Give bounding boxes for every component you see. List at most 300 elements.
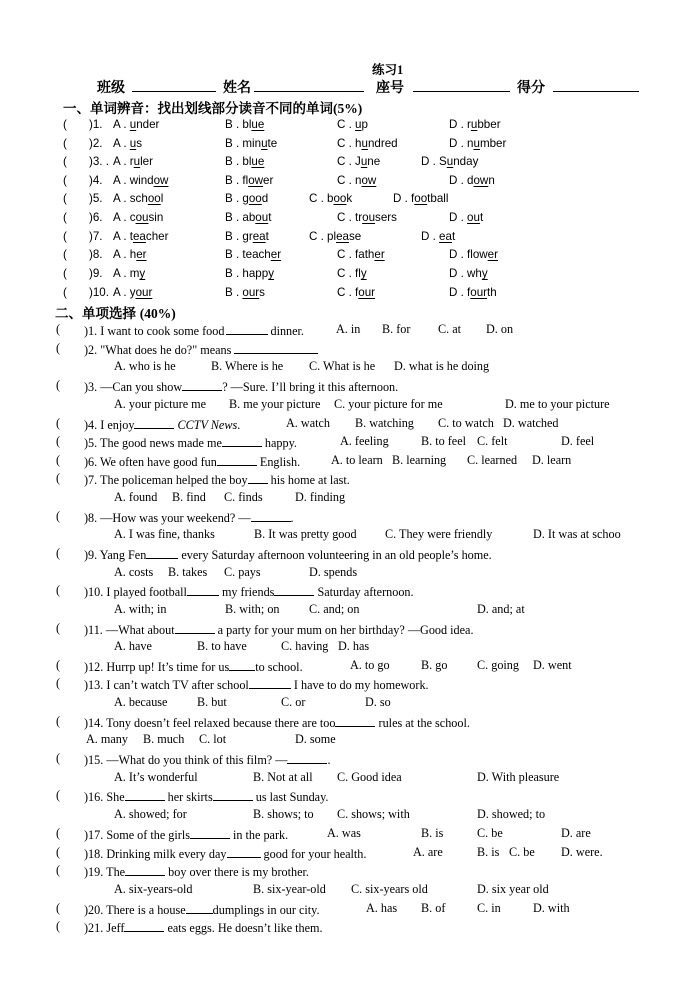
q18-blank[interactable] — [227, 845, 261, 858]
q17-stem-text: )17. Some of the girls — [84, 828, 190, 842]
q17-option-a[interactable]: A. was — [327, 826, 361, 840]
option-d[interactable] — [449, 285, 497, 300]
option-c[interactable] — [337, 117, 368, 132]
q19-blank[interactable] — [125, 863, 165, 876]
section2-points: (40%) — [139, 306, 176, 321]
q7-after: his home at last. — [270, 473, 350, 487]
word-prefix: B . teach — [225, 248, 271, 261]
q10-mid: my friends — [221, 585, 275, 599]
q19-option-d[interactable]: D. six year old — [477, 882, 549, 896]
item-number: )10. — [89, 286, 109, 299]
q10-option-a[interactable]: A. with; in — [114, 602, 167, 616]
paren-open: ( — [56, 845, 61, 859]
option-a[interactable] — [113, 247, 147, 262]
answer-slot[interactable] — [70, 117, 86, 131]
item-number: )3. . — [89, 155, 109, 168]
paren-open: ( — [63, 286, 67, 299]
q20-option-a[interactable]: A. has — [366, 901, 398, 915]
q7-blank[interactable] — [248, 471, 268, 484]
q14-option-c[interactable]: C. lot — [199, 732, 227, 746]
option-a[interactable] — [113, 154, 153, 169]
word-prefix: A . — [113, 118, 130, 131]
q18-stem — [84, 845, 366, 862]
q7-option-b[interactable]: B. find — [172, 490, 206, 504]
q6-blank[interactable] — [217, 453, 257, 466]
option-c[interactable] — [309, 191, 352, 206]
q16-stem-text: )16. She — [84, 790, 125, 804]
q2-option-b[interactable]: B. Where is he — [211, 359, 284, 373]
q9-stem-text: )9. Yang Fen — [84, 548, 147, 562]
q12-option-b[interactable]: B. go — [421, 658, 448, 672]
q3-blank[interactable] — [182, 378, 222, 391]
option-d[interactable] — [449, 210, 483, 225]
option-c[interactable] — [337, 285, 375, 300]
q18-stem-text: )18. Drinking milk every day — [84, 847, 227, 861]
paren-open: ( — [63, 137, 67, 150]
q5-option-c[interactable]: C. felt — [477, 434, 508, 448]
word-prefix: A . t — [113, 230, 133, 243]
q5-blank[interactable] — [222, 434, 262, 447]
q4-option-d[interactable]: D. watched — [503, 416, 559, 430]
q8-option-a[interactable]: A. I was fine, thanks — [114, 527, 215, 541]
word-suffix: sin — [148, 211, 164, 224]
paren-open: ( — [63, 211, 67, 224]
item-number: )6. — [89, 211, 103, 224]
q16-blank-1[interactable] — [125, 788, 165, 801]
underlined-part: ue — [251, 118, 265, 131]
word-prefix: C . J — [337, 155, 361, 168]
q16-blank-2[interactable] — [213, 788, 253, 801]
word-prefix: B . — [225, 286, 243, 299]
q9-option-a[interactable]: A. costs — [114, 565, 154, 579]
q5-stem-text: )5. The good news made me — [84, 436, 222, 450]
q18-option-a[interactable]: A. are — [413, 845, 443, 859]
paren-open: ( — [63, 174, 67, 187]
q4-option-c[interactable]: C. to watch — [438, 416, 494, 430]
q19-option-c[interactable]: C. six-years old — [351, 882, 428, 896]
q9-stem — [84, 546, 492, 563]
q6-stem-text: )6. We often have good fun — [84, 455, 217, 469]
q21-blank[interactable] — [124, 919, 164, 932]
q3-option-a[interactable]: A. your picture me — [114, 397, 207, 411]
q10-stem — [84, 583, 414, 600]
q8-option-c[interactable]: C. They were friendly — [385, 527, 493, 541]
underlined-part: y — [481, 267, 488, 280]
q13-option-b[interactable]: B. but — [197, 695, 227, 709]
q2-blank[interactable] — [234, 341, 318, 354]
option-c[interactable] — [337, 173, 376, 188]
q14-after: rules at the school. — [378, 716, 470, 730]
q4-dot: . — [237, 418, 241, 432]
q11-option-a[interactable]: A. have — [114, 639, 152, 653]
underlined-part: oo — [147, 192, 161, 205]
option-b[interactable] — [225, 191, 268, 206]
q11-option-d[interactable]: D. has — [338, 639, 370, 653]
option-a[interactable] — [113, 210, 163, 225]
underlined-part: y — [360, 267, 367, 280]
q13-stem — [84, 676, 429, 693]
q18-after: good for your health. — [263, 847, 367, 861]
q14-option-b[interactable]: B. much — [143, 732, 185, 746]
q20-option-c[interactable]: C. in — [477, 901, 501, 915]
paren-open: ( — [56, 714, 61, 728]
q1-option-c[interactable]: C. at — [438, 322, 462, 336]
word-prefix: C . fath — [337, 248, 375, 261]
q8-blank[interactable] — [251, 509, 291, 522]
q5-option-d[interactable]: D. feel — [561, 434, 595, 448]
underlined-part: oo — [248, 192, 262, 205]
q19-option-a[interactable]: A. six-years-old — [114, 882, 193, 896]
underlined-part: ue — [251, 155, 265, 168]
q18-option-c[interactable]: C. be — [509, 845, 535, 859]
q9-option-b[interactable]: B. takes — [168, 565, 208, 579]
q10-blank-1[interactable] — [187, 583, 219, 596]
word-suffix: bber — [477, 118, 501, 131]
q19-option-b[interactable]: B. six-year-old — [253, 882, 326, 896]
word-prefix: B . ab — [225, 211, 256, 224]
paren-open: ( — [56, 322, 61, 336]
q4-stem — [84, 416, 240, 433]
q9-blank[interactable] — [146, 546, 178, 559]
q13-option-a[interactable]: A. because — [114, 695, 168, 709]
option-a[interactable] — [113, 266, 145, 281]
q12-blank[interactable] — [229, 658, 255, 671]
q6-option-a[interactable]: A. to learn — [331, 453, 383, 467]
word-prefix: C . n — [337, 174, 362, 187]
q7-option-a[interactable]: A. found — [114, 490, 158, 504]
word-prefix: A . r — [113, 155, 134, 168]
option-a[interactable] — [113, 136, 142, 151]
answer-slot[interactable] — [70, 191, 86, 205]
word-suffix: mber — [479, 137, 507, 150]
underlined-part: ea — [252, 230, 266, 243]
paren-open: ( — [63, 267, 67, 280]
underlined-part: u — [129, 137, 137, 150]
answer-slot[interactable] — [70, 173, 86, 187]
word-prefix: A . sch — [113, 192, 148, 205]
paren-open: ( — [56, 676, 61, 690]
q12-option-a[interactable]: A. to go — [350, 658, 390, 672]
underlined-part: oo — [333, 192, 347, 205]
option-c[interactable] — [337, 136, 398, 151]
q14-option-a[interactable]: A. many — [86, 732, 128, 746]
item-number: )9. — [89, 267, 103, 280]
word-suffix: s — [136, 137, 143, 150]
option-c[interactable] — [337, 210, 397, 225]
q2-option-c[interactable]: C. What is he — [309, 359, 376, 373]
answer-slot[interactable] — [70, 229, 86, 243]
q10-stem-text: )10. I played football — [84, 585, 187, 599]
paren-open: ( — [56, 378, 61, 392]
underlined-part: er — [487, 248, 498, 261]
q4-cctv-news: CCTV News — [177, 418, 238, 432]
word-prefix: B . min — [225, 137, 262, 150]
word-suffix: ler — [140, 155, 153, 168]
option-b[interactable] — [225, 117, 264, 132]
q21-stem — [84, 919, 323, 936]
q1-option-d[interactable]: D. on — [486, 322, 514, 336]
underlined-part: y — [268, 267, 274, 280]
q13-blank[interactable] — [249, 676, 291, 689]
q12-option-d[interactable]: D. went — [533, 658, 572, 672]
q17-stem — [84, 826, 288, 843]
q11-option-b[interactable]: B. to have — [197, 639, 247, 653]
option-b[interactable] — [225, 229, 269, 244]
word-suffix: d — [261, 192, 269, 205]
underlined-part: u — [261, 137, 268, 150]
word-suffix: n — [488, 174, 495, 187]
q15-after: . — [327, 753, 331, 767]
underlined-part: u — [355, 118, 362, 131]
paren-open: ( — [56, 658, 61, 672]
q10-blank-2[interactable] — [274, 583, 314, 596]
q19-stem — [84, 863, 309, 880]
q17-option-d[interactable]: D. are — [561, 826, 591, 840]
q8-after: . — [290, 511, 294, 525]
underlined-part: u — [470, 118, 478, 131]
word-suffix: te — [267, 137, 278, 150]
q15-option-a[interactable]: A. It’s wonderful — [114, 770, 198, 784]
q13-stem-text: )13. I can’t watch TV after school — [84, 678, 249, 692]
option-d[interactable] — [449, 173, 495, 188]
q9-option-d[interactable]: D. spends — [309, 565, 358, 579]
underlined-part: u — [446, 155, 454, 168]
underlined-part: ow — [473, 174, 489, 187]
answer-slot[interactable] — [70, 136, 86, 150]
q15-blank[interactable] — [287, 751, 327, 764]
q11-blank[interactable] — [175, 621, 215, 634]
name-label: 姓名 — [223, 79, 251, 95]
q4-blank[interactable] — [134, 416, 174, 429]
item-number: )5. — [89, 192, 103, 205]
option-d[interactable] — [449, 117, 501, 132]
q4-option-b[interactable]: B. watching — [355, 416, 414, 430]
word-suffix: cher — [145, 230, 169, 243]
q20-blank[interactable] — [186, 901, 213, 914]
q10-option-d[interactable]: D. and; at — [477, 602, 525, 616]
word-prefix: B . bl — [225, 118, 252, 131]
q5-stem — [84, 434, 297, 451]
underlined-part: our — [470, 286, 488, 299]
q1-option-a[interactable]: A. in — [336, 322, 361, 336]
q2-stem-text: )2. "What does he do?" means — [84, 343, 232, 357]
q16-option-a[interactable]: A. showed; for — [114, 807, 187, 821]
name-blank[interactable] — [254, 91, 364, 92]
answer-slot[interactable] — [70, 154, 86, 168]
paren-open: ( — [56, 434, 61, 448]
paren-open: ( — [56, 863, 61, 877]
answer-slot[interactable] — [70, 285, 86, 299]
option-a[interactable] — [113, 285, 152, 300]
word-prefix: A . m — [113, 267, 140, 280]
seat-blank[interactable] — [413, 91, 510, 92]
underlined-part: u — [473, 137, 480, 150]
q5-option-b[interactable]: B. to feel — [421, 434, 467, 448]
q7-stem-text: )7. The policeman helped the boy — [84, 473, 248, 487]
option-a[interactable] — [113, 173, 168, 188]
q20-option-d[interactable]: D. with — [533, 901, 570, 915]
class-blank[interactable] — [132, 91, 216, 92]
underlined-part: ou — [255, 211, 269, 224]
word-suffix: th — [487, 286, 497, 299]
q8-option-b[interactable]: B. It was pretty good — [254, 527, 357, 541]
q9-option-c[interactable]: C. pays — [224, 565, 261, 579]
q20-after: dumplings in our city. — [212, 903, 320, 917]
q10-after: Saturday afternoon. — [317, 585, 414, 599]
q15-option-b[interactable]: B. Not at all — [253, 770, 313, 784]
q17-option-c[interactable]: C. be — [477, 826, 503, 840]
section2-heading-text: 二、单项选择 — [55, 306, 136, 321]
q10-option-c[interactable]: C. and; on — [309, 602, 360, 616]
q6-option-c[interactable]: C. learned — [467, 453, 518, 467]
paren-open: ( — [56, 416, 61, 430]
option-d[interactable] — [449, 247, 498, 262]
q2-option-a[interactable]: A. who is he — [114, 359, 176, 373]
word-suffix: se — [348, 230, 362, 243]
option-b[interactable] — [225, 210, 271, 225]
q14-stem-text: )14. Tony doesn’t feel relaxed because there are too — [84, 716, 336, 730]
underlined-part: u — [361, 137, 368, 150]
q17-blank[interactable] — [190, 826, 230, 839]
answer-slot[interactable] — [70, 210, 86, 224]
q3-option-d[interactable]: D. me to your picture — [505, 397, 610, 411]
q14-option-d[interactable]: D. some — [295, 732, 336, 746]
answer-slot[interactable] — [70, 247, 86, 261]
word-suffix: k — [346, 192, 353, 205]
q15-option-d[interactable]: D. With pleasure — [477, 770, 560, 784]
paren-open: ( — [63, 192, 67, 205]
word-suffix: ne — [367, 155, 381, 168]
q1-blank[interactable] — [226, 322, 268, 335]
q17-after: in the park. — [233, 828, 289, 842]
word-prefix: C . b — [309, 192, 334, 205]
q4-option-a[interactable]: A. watch — [286, 416, 330, 430]
word-prefix: B . g — [225, 192, 249, 205]
paren-open: ( — [63, 155, 67, 168]
q10-option-b[interactable]: B. with; on — [225, 602, 280, 616]
item-number: )2. — [89, 137, 103, 150]
word-prefix: D . n — [449, 137, 474, 150]
underlined-part: ea — [336, 230, 349, 243]
word-prefix: B . gr — [225, 230, 253, 243]
underlined-part: ou — [467, 211, 480, 224]
q11-stem — [84, 621, 474, 638]
q20-option-b[interactable]: B. of — [421, 901, 446, 915]
option-b[interactable] — [225, 136, 277, 151]
underlined-part: our — [242, 286, 260, 299]
word-prefix: D . wh — [449, 267, 482, 280]
underlined-part: er — [374, 248, 385, 261]
q20-stem — [84, 901, 320, 918]
word-prefix: C . tr — [337, 211, 363, 224]
option-c[interactable] — [337, 247, 385, 262]
option-b[interactable] — [225, 247, 281, 262]
answer-slot[interactable] — [70, 266, 86, 280]
q3-option-c[interactable]: C. your picture for me — [334, 397, 443, 411]
q12-option-c[interactable]: C. going — [477, 658, 519, 672]
q15-option-c[interactable]: C. Good idea — [337, 770, 402, 784]
option-c[interactable] — [309, 229, 361, 244]
q11-option-c[interactable]: C. having — [281, 639, 329, 653]
word-suffix: p — [361, 118, 368, 131]
q18-option-b[interactable]: B. is — [477, 845, 500, 859]
word-prefix: C . f — [337, 286, 359, 299]
option-d[interactable] — [449, 136, 506, 151]
word-prefix: A . wind — [113, 174, 154, 187]
section1-heading — [63, 97, 362, 117]
q7-stem — [84, 471, 350, 488]
option-a[interactable] — [113, 191, 163, 206]
underlined-part: ow — [153, 174, 169, 187]
q1-option-b[interactable]: B. for — [382, 322, 411, 336]
q16-option-c[interactable]: C. shows; with — [337, 807, 410, 821]
q1-after: dinner. — [270, 324, 304, 338]
q7-option-c[interactable]: C. finds — [224, 490, 263, 504]
word-prefix: C . — [337, 118, 356, 131]
option-d[interactable] — [393, 191, 448, 206]
q3-option-b[interactable]: B. me your picture — [229, 397, 321, 411]
option-c[interactable] — [337, 266, 367, 281]
q2-option-d[interactable]: D. what is he doing — [394, 359, 490, 373]
word-prefix: D . — [421, 230, 440, 243]
q13-option-d[interactable]: D. so — [365, 695, 391, 709]
q6-option-b[interactable]: B. learning — [392, 453, 447, 467]
word-prefix: D . S — [421, 155, 447, 168]
q6-option-d[interactable]: D. learn — [532, 453, 572, 467]
paren-open: ( — [56, 341, 61, 355]
word-prefix: D . flow — [449, 248, 488, 261]
option-a[interactable] — [113, 229, 168, 244]
q18-option-d[interactable]: D. were. — [561, 845, 603, 859]
section1-points: (5%) — [333, 101, 363, 116]
score-blank[interactable] — [553, 91, 639, 92]
q16-stem — [84, 788, 328, 805]
word-prefix: D . — [449, 211, 468, 224]
q12-after: to school. — [255, 660, 303, 674]
score-label: 得分 — [517, 79, 545, 95]
word-prefix: D . r — [449, 118, 471, 131]
option-d[interactable] — [449, 266, 488, 281]
underlined-part: ou — [135, 211, 149, 224]
paren-open: ( — [56, 919, 61, 933]
q5-option-a[interactable]: A. feeling — [340, 434, 389, 448]
q13-option-c[interactable]: C. or — [281, 695, 306, 709]
q16-option-b[interactable]: B. shows; to — [253, 807, 314, 821]
q3-stem-text: )3. —Can you show — [84, 380, 183, 394]
option-b[interactable] — [225, 266, 274, 281]
option-c[interactable] — [337, 154, 380, 169]
option-d[interactable] — [421, 229, 455, 244]
word-prefix: B . happ — [225, 267, 269, 280]
q17-option-b[interactable]: B. is — [421, 826, 444, 840]
option-d[interactable] — [421, 154, 478, 169]
underlined-part: er — [270, 248, 282, 261]
q8-option-d[interactable]: D. It was at schoo — [533, 527, 621, 541]
underlined-part: our — [358, 286, 376, 299]
underlined-part: ea — [439, 230, 452, 243]
q21-after: eats eggs. He doesn’t like them. — [167, 921, 323, 935]
paren-open: ( — [56, 788, 61, 802]
option-a[interactable] — [113, 117, 159, 132]
q7-option-d[interactable]: D. finding — [295, 490, 346, 504]
option-b[interactable] — [225, 154, 264, 169]
q14-blank[interactable] — [335, 714, 375, 727]
q16-option-d[interactable]: D. showed; to — [477, 807, 546, 821]
option-b[interactable] — [225, 285, 265, 300]
q19-stem-text: )19. The — [84, 865, 126, 879]
option-b[interactable] — [225, 173, 273, 188]
word-prefix: D . f — [449, 286, 471, 299]
